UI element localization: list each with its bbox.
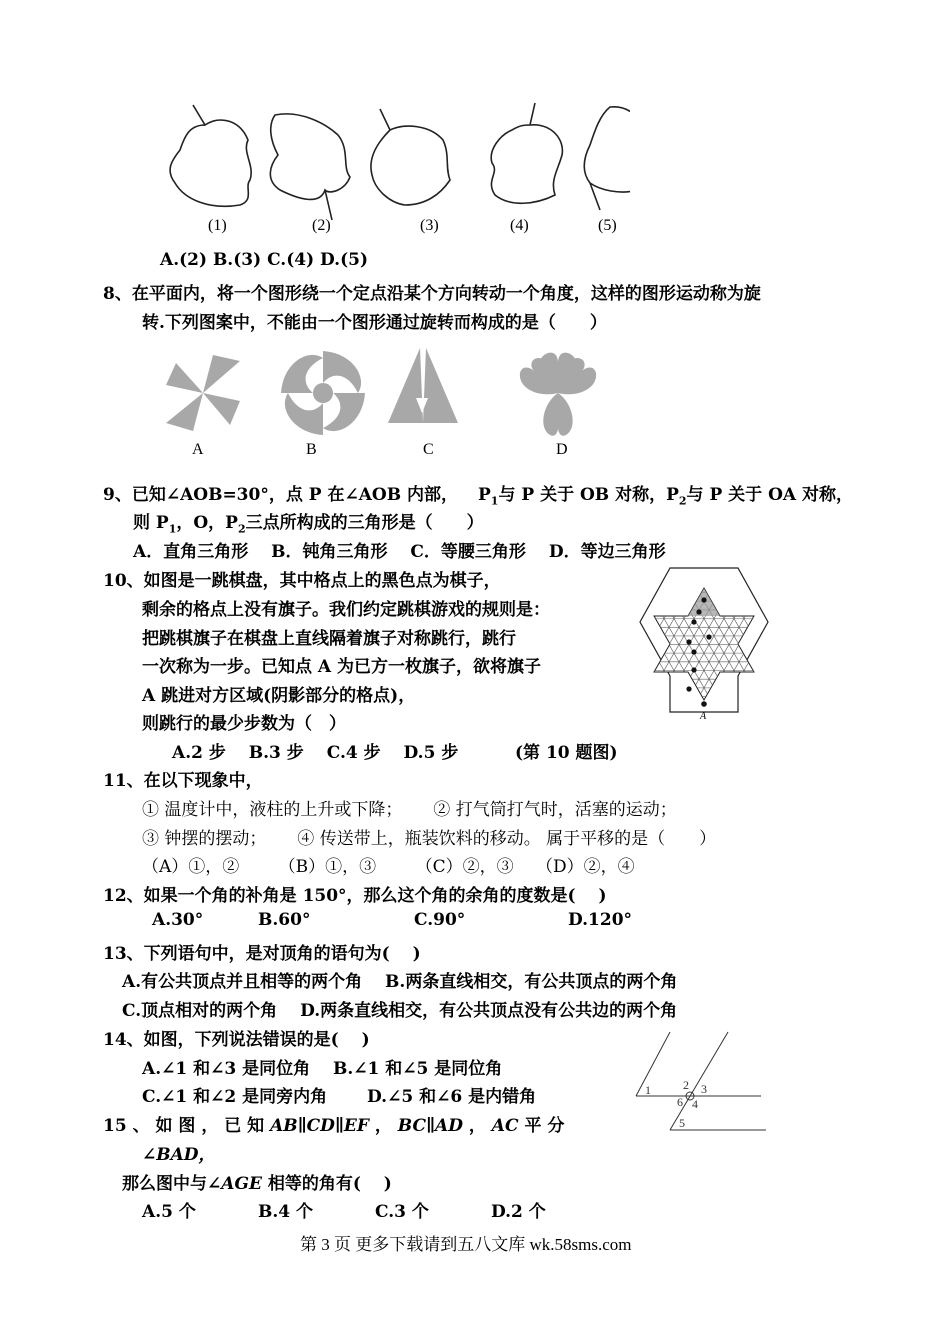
q9-line1: 9、已知∠AOB=30°，点 P 在∠AOB 内部， $P_1$与 P 关于 OB 对称，$P_2$与 P 关于 OA 对称， (103, 485, 853, 508)
q10-line4: A 跳进对方区域(阴影部分的格点)， (142, 686, 416, 706)
q15-option-d: D.2 个 (491, 1202, 546, 1222)
q15-option-a: A.5 个 (142, 1202, 196, 1222)
angle-label-1: 1 (645, 1083, 651, 1097)
q15-line3: 那么图中与∠AGE 相等的角有( ) (122, 1174, 392, 1194)
q12-option-d: D.120° (568, 910, 633, 930)
q15-line1: 15 、 如 图 ， 已 知 AB∥CD∥EF ， BC∥AD ， AC 平 分 (103, 1116, 565, 1136)
leaf-label-2: (2) (312, 217, 331, 234)
figure-label-c: C (423, 441, 434, 458)
angle-label-6: 6 (677, 1095, 683, 1109)
q12-option-a: A.30° (152, 910, 204, 930)
q7-options: A.(2) B.(3) C.(4) D.(5) (160, 250, 369, 270)
leaf-4 (491, 103, 562, 203)
q8-line2: 转.下列图案中，不能由一个图形通过旋转而构成的是（ ） (142, 313, 607, 333)
angle-label-5: 5 (679, 1116, 685, 1130)
q9-line2: 则 $P_1$，O，$P_2$三点所构成的三角形是（ ） (133, 513, 484, 536)
point-a-label: A (700, 711, 707, 722)
leaf-3 (371, 109, 450, 205)
q11-line2: ③ 钟摆的摆动； ④ 传送带上，瓶装饮料的移动。 属于平移的是（ ） (142, 829, 717, 849)
q14-line1: A.∠1 和∠3 是同位角 B.∠1 和∠5 是同位角 (142, 1059, 503, 1079)
q10-line3: 一次称为一步。已知点 A 为已方一枚旗子，欲将旗子 (142, 657, 542, 677)
q13-line2: C.顶点相对的两个角 D.两条直线相交，有公共顶点没有公共边的两个角 (122, 1001, 678, 1021)
leaf-label-5: (5) (598, 217, 617, 234)
figure-label-a: A (192, 441, 204, 458)
q10-line0: 10、如图是一跳棋盘，其中格点上的黑色点为棋子， (103, 571, 501, 591)
angle-label-4: 4 (692, 1097, 698, 1111)
q10-line2: 把跳棋旗子在棋盘上直线隔着旗子对称跳行，跳行 (142, 629, 516, 649)
q13-line1: A.有公共顶点并且相等的两个角 B.两条直线相交，有公共顶点的两个角 (122, 972, 678, 992)
q12-option-b: B.60° (258, 910, 311, 930)
q8-line1: 8、在平面内，将一个图形绕一个定点沿某个方向转动一个角度，这样的图形运动称为旋 (103, 284, 761, 304)
figure-label-b: B (306, 441, 317, 458)
q9-options: A．直角三角形 B．钝角三角形 C．等腰三角形 D．等边三角形 (133, 542, 666, 562)
q11-title: 11、在以下现象中， (103, 771, 263, 791)
q14-title: 14、如图，下列说法错误的是( ) (103, 1030, 370, 1050)
rotation-figures (158, 343, 628, 443)
q10-options: A.2 步 B.3 步 C.4 步 D.5 步 (172, 743, 459, 763)
leaf-figures (160, 95, 630, 245)
figure-c-triangles (388, 348, 458, 423)
page-footer: 第 3 页 更多下载请到五八文库 wk.58sms.com (300, 1235, 632, 1254)
q15-option-c: C.3 个 (375, 1202, 429, 1222)
angle-label-3: 3 (701, 1082, 707, 1096)
q11-line1: ① 温度计中，液柱的上升或下降； ② 打气筒打气时，活塞的运动； (142, 800, 677, 820)
angle-diagram (628, 1028, 768, 1138)
figure-a-pinwheel (166, 355, 240, 431)
leaf-2 (270, 114, 350, 220)
q10-caption: (第 10 题图) (515, 743, 618, 763)
chinese-checkers-board (634, 562, 774, 722)
figure-label-d: D (556, 441, 568, 458)
q15-line2: ∠BAD， (142, 1145, 216, 1165)
q10-line5: 则跳行的最少步数为（ ） (142, 714, 346, 734)
leaf-label-4: (4) (510, 217, 529, 234)
leaf-label-1: (1) (208, 217, 227, 234)
leaf-label-3: (3) (420, 217, 439, 234)
figure-d-hearts (520, 353, 596, 436)
figure-b-spiral (281, 351, 365, 435)
leaf-1 (170, 105, 251, 206)
q13-title: 13、下列语句中，是对顶角的语句为( ) (103, 944, 421, 964)
angle-label-2: 2 (683, 1078, 689, 1092)
q11-options: （A）①，② （B）①，③ （C）②，③ （D）②，④ (142, 857, 635, 877)
q15-option-b: B.4 个 (258, 1202, 314, 1222)
q12-title: 12、如果一个角的补角是 150°，那么这个角的余角的度数是( ) (103, 886, 607, 906)
q14-line2: C.∠1 和∠2 是同旁内角 D.∠5 和∠6 是内错角 (142, 1087, 537, 1107)
q12-option-c: C.90° (414, 910, 466, 930)
q10-line1: 剩余的格点上没有旗子。我们约定跳棋游戏的规则是： (142, 600, 550, 620)
leaf-5 (584, 107, 630, 210)
